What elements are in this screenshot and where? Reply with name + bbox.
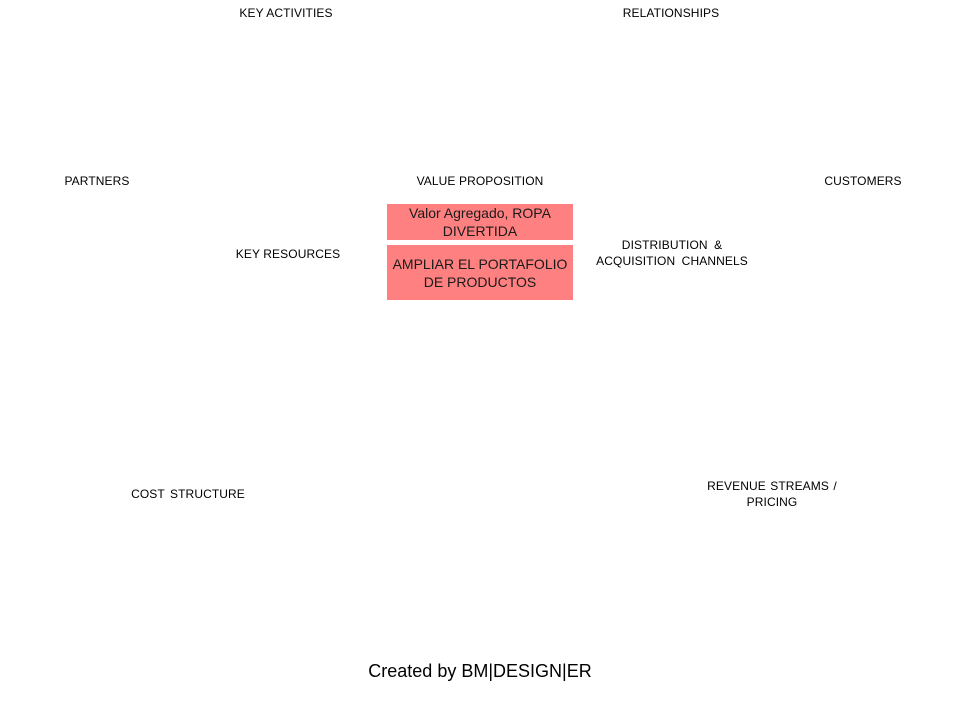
footer-credit: Created by BM|DESIGN|ER [368, 661, 592, 681]
value-proposition-note[interactable] [387, 204, 573, 240]
partners-label: PARTNERS [64, 174, 130, 188]
distribution-channels-label: DISTRIBUTION & ACQUISITION CHANNELS [596, 238, 748, 268]
customers-label: CUSTOMERS [824, 174, 902, 188]
cost-structure-label: COST STRUCTURE [131, 487, 245, 501]
revenue-streams-label: REVENUE STREAMS / PRICING [707, 479, 837, 509]
key-activities-label: KEY ACTIVITIES [239, 6, 333, 20]
note-text: Valor Agregado, ROPA DIVERTIDA [409, 205, 551, 239]
note-text: AMPLIAR EL PORTAFOLIO DE PRODUCTOS [392, 255, 568, 290]
value-proposition-note[interactable] [387, 245, 573, 300]
relationships-label: RELATIONSHIPS [622, 6, 720, 20]
key-resources-label: KEY RESOURCES [235, 247, 341, 261]
value-proposition-label: VALUE PROPOSITION [416, 174, 544, 188]
